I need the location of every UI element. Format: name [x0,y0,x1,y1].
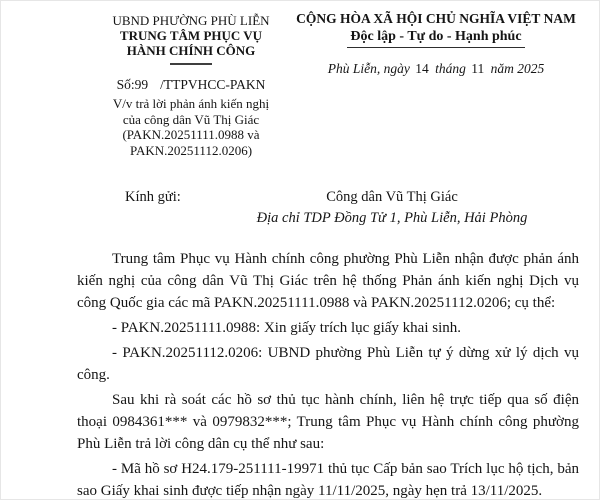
national-header-block [285,11,587,77]
doc-subject-line: PAKN.20251112.0206) [129,142,253,158]
body-list-item-dossier: - Mã hồ sơ H24.179-251111-19971 thủ tục Cấp bản sao Trích lục hộ tịch, bản sao Giấy khai sinh được tiếp nhận ngày 11/11/2025, ngày hẹn trả 13/11/2025. [77,461,579,499]
doc-subject [65,96,317,158]
national-title: CỘNG HÒA XÃ HỘI CHỦ NGHĨA VIỆT NAM [296,11,576,26]
date-day: 14 [415,61,429,76]
body-list-item-pakn-0206: - PAKN.20251112.0206: UBND phường Phù Liễn tự ý dừng xử lý dịch vụ công. [77,345,579,383]
date-month-word: tháng [435,61,466,76]
recipient-block [77,187,579,229]
doc-subject-line: của công dân Vũ Thị Giác [122,111,260,127]
body-paragraph-review: Sau khi rà soát các hồ sơ thủ tục hành chính, liên hệ trực tiếp qua số điện thoại 0984361*** và 0979832***; Trung tâm Phục vụ Hành chính công phường Phù Liễn trả lời công dân cụ thể như sau: [77,392,579,452]
date-year-part: năm 2025 [490,61,545,76]
doc-number [65,77,317,93]
issuing-org-block [65,13,317,158]
org-divider-line [170,63,212,65]
recipient-details [212,187,572,229]
doc-number-prefix: Số:99 [116,77,149,92]
body-list-item-pakn-0988: - PAKN.20251111.0988: Xin giấy trích lục giấy khai sinh. [112,320,461,336]
org-parent-name: UBND PHƯỜNG PHÙ LIỄN [112,13,270,28]
salutation-label: Kính gửi: [125,189,181,205]
document-content [77,187,579,500]
recipient-address: Địa chỉ TDP Đồng Tử 1, Phù Liễn, Hải Phòng [256,210,528,226]
recipient-name: Công dân Vũ Thị Giác [326,189,458,205]
doc-number-symbol: /TTPVHCC-PAKN [160,77,266,92]
date-month: 11 [471,61,485,76]
date-place-prefix: Phù Liễn, ngày [327,61,410,76]
org-name-line1: TRUNG TÂM PHỤC VỤ [119,28,263,43]
document-body [77,248,579,500]
doc-subject-line: (PAKN.20251111.0988 và [122,127,260,142]
body-paragraph-intro: Trung tâm Phục vụ Hành chính công phường Phù Liễn nhận được phản ánh kiến nghị của công dân Vũ Thị Giác trên hệ thống Phản ánh kiến nghị Dịch vụ công Quốc gia các mã PAKN.20251111.0988 và PAKN.20251112.0206; cụ thể: [77,251,579,311]
date-line [285,61,587,77]
national-motto: Độc lập - Tự do - Hạnh phúc [347,29,524,48]
doc-subject-line: V/v trả lời phản ánh kiến nghị [112,96,270,111]
org-name-line2: HÀNH CHÍNH CÔNG [126,43,256,58]
